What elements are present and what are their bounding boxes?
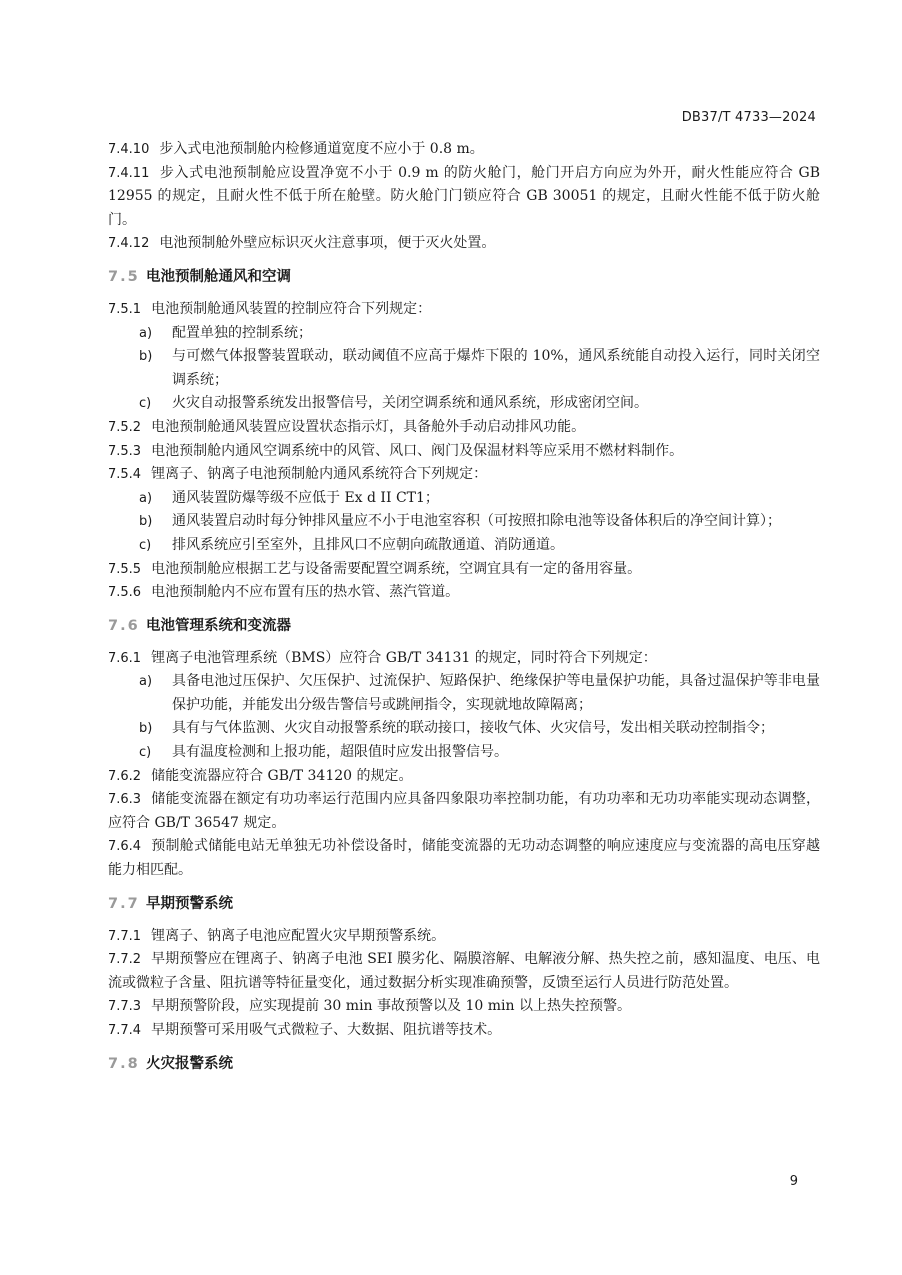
list-text: 具有温度检测和上报功能，超限值时应发出报警信号。 [172,744,508,761]
clause-text: 锂离子、钠离子电池预制舱内通风系统符合下列规定： [151,466,488,483]
clause-text: 步入式电池预制舱内检修通道宽度不应小于 0.8 m。 [159,141,484,157]
clause-7-7-4 [108,1019,820,1043]
section-number: 7.5 [108,268,140,285]
clause-text: 锂离子、钠离子电池应配置火灾早期预警系统。 [151,927,446,944]
section-number: 7.8 [108,1055,140,1072]
clause-number: 7.5.4 [108,467,142,483]
clause-7-5-1 [108,298,820,322]
clause-number: 7.5.1 [108,301,142,317]
list-text: 排风系统应引至室外，且排风口不应朝向疏散通道、消防通道。 [172,536,564,553]
list-item [108,534,820,558]
list-item [108,487,820,511]
clause-number: 7.6.2 [108,768,142,784]
clause-number: 7.7.4 [108,1023,142,1038]
list-text: 具备电池过压保护、欠压保护、过流保护、短路保护、绝缘保护等电量保护功能，具备过温保护等非电量保护功能，并能发出分级告警信号或跳闸指令，实现就地故障隔离； [172,673,820,713]
clause-7-6-3 [108,788,820,835]
clause-7-5-4 [108,463,820,487]
page-number: 9 [789,1174,798,1189]
document-code: DB37/T 4733—2024 [681,110,816,125]
clause-text: 锂离子电池管理系统（BMS）应符合 GB/T 34131 的规定，同时符合下列规定： [151,649,657,666]
section-number: 7.6 [108,617,140,634]
clause-7-7-1 [108,925,820,949]
clause-number: 7.6.3 [108,792,142,808]
list-marker: c) [139,537,152,553]
clause-number: 7.6.1 [108,650,142,666]
list-marker: b) [139,514,153,530]
clause-7-7-2 [108,948,820,995]
clause-7-6-4 [108,835,820,882]
clause-number: 7.4.11 [108,165,150,181]
list-marker: b) [139,721,153,737]
clause-text: 电池预制舱通风装置的控制应符合下列规定： [151,300,432,317]
section-number: 7.7 [108,895,140,912]
clause-number: 7.5.3 [108,443,142,459]
section-heading-7-6 [108,615,820,637]
clause-7-5-6 [108,581,820,605]
list-item [108,741,820,765]
clause-7-4-10 [108,138,820,162]
clause-text: 储能变流器在额定有功功率运行范围内应具备四象限功率控制功能，有功功率和无功功率能实现动态调整，应符合 GB/T 36547 规定。 [108,791,820,831]
list-marker: c) [139,745,152,761]
clause-7-5-3 [108,440,820,464]
clause-number: 7.7.2 [108,952,142,968]
clause-number: 7.5.6 [108,585,142,601]
clause-text: 电池预制舱内通风空调系统中的风管、风口、阀门及保温材料等应采用不燃材料制作。 [151,442,684,459]
clause-text: 预制舱式储能电站无单独无功补偿设备时，储能变流器的无功动态调整的响应速度应与变流器的高电压穿越能力相匹配。 [108,838,820,879]
clause-text: 电池预制舱内不应布置有压的热水管、蒸汽管道。 [151,584,460,601]
list-item [108,670,820,717]
section-title: 电池管理系统和变流器 [146,617,291,634]
list-item [108,717,820,741]
clause-number: 7.5.2 [108,419,142,435]
clause-text: 电池预制舱外壁应标识灭火注意事项，便于灭火处置。 [159,235,496,252]
clause-number: 7.4.10 [108,142,150,157]
clause-number: 7.6.4 [108,839,142,855]
section-title: 电池预制舱通风和空调 [146,268,291,285]
list-marker: c) [139,396,152,412]
section-title: 火灾报警系统 [146,1055,233,1072]
list-text: 火灾自动报警系统发出报警信号，关闭空调系统和通风系统，形成密闭空间。 [172,395,648,412]
list-text: 配置单独的控制系统； [172,324,312,341]
clause-text: 早期预警可采用吸气式微粒子、大数据、阻抗谱等技术。 [151,1022,502,1038]
list-marker: b) [139,349,153,365]
clause-number: 7.7.1 [108,928,142,944]
list-marker: a) [139,674,153,690]
clause-text: 步入式电池预制舱应设置净宽不小于 0.9 m 的防火舱门，舱门开启方向应为外开，耐火性能应符合 GB 12955 的规定，且耐火性不低于所在舱壁。防火舱门门锁应符合 GB 30051 的规定，且耐火性能不低于防火舱门。 [108,164,820,228]
clause-7-5-2 [108,416,820,440]
clause-7-7-3 [108,995,820,1019]
section-heading-7-7 [108,893,820,915]
list-item [108,345,820,392]
list-text: 具有与气体监测、火灾自动报警系统的联动接口，接收气体、火灾信号，发出相关联动控制指令； [172,720,774,737]
clause-text: 早期预警应在锂离子、钠离子电池 SEI 膜劣化、隔膜溶解、电解液分解、热失控之前，感知温度、电压、电流或微粒子含量、阻抗谱等特征量变化，通过数据分析实现准确预警，反馈至运行人员进行防范处置。 [108,951,820,991]
clause-text: 电池预制舱应根据工艺与设备需要配置空调系统，空调宜具有一定的备用容量。 [151,560,642,577]
document-body [108,138,820,1085]
list-item [108,322,820,346]
list-marker: a) [139,325,153,341]
list-marker: a) [139,490,153,506]
section-heading-7-5 [108,266,820,288]
clause-text: 电池预制舱通风装置应设置状态指示灯，具备舱外手动启动排风功能。 [151,418,586,435]
clause-number: 7.5.5 [108,561,142,577]
list-text: 通风装置防爆等级不应低于 Ex d II CT1； [172,489,439,506]
section-title: 早期预警系统 [146,895,233,912]
clause-text: 早期预警阶段，应实现提前 30 min 事故预警以及 10 min 以上热失控预警。 [151,998,631,1015]
clause-7-6-1 [108,647,820,671]
list-item [108,392,820,416]
clause-7-6-2 [108,765,820,789]
list-text: 通风装置启动时每分钟排风量应不小于电池室容积（可按照扣除电池等设备体积后的净空间计算）； [172,513,781,530]
clause-7-4-11 [108,162,820,233]
clause-7-4-12 [108,232,820,256]
clause-number: 7.4.12 [108,236,150,252]
section-heading-7-8 [108,1053,820,1075]
list-text: 与可燃气体报警装置联动，联动阈值不应高于爆炸下限的 10%，通风系统能自动投入运行，同时关闭空调系统； [172,348,820,388]
clause-7-5-5 [108,558,820,582]
clause-number: 7.7.3 [108,999,142,1015]
clause-text: 储能变流器应符合 GB/T 34120 的规定。 [151,767,413,784]
list-item [108,510,820,534]
